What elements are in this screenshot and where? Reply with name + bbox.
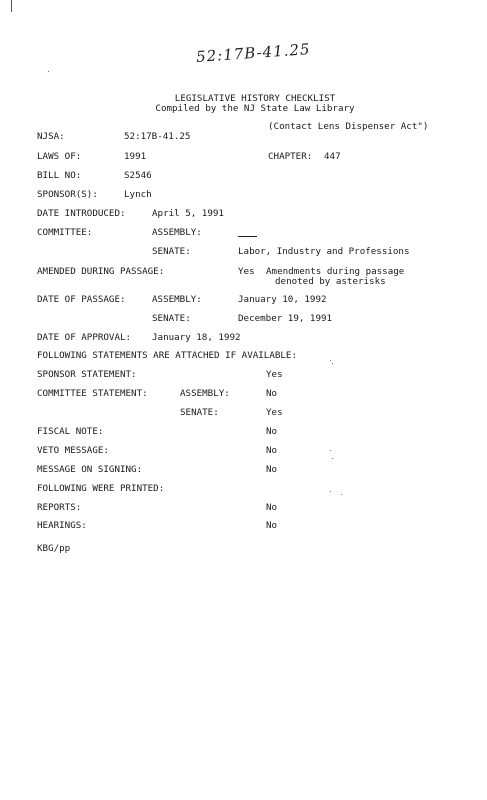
document-title: LEGISLATIVE HISTORY CHECKLIST [174,93,336,104]
njsa-label: NJSA: [37,131,65,142]
handwritten-citation: 52:17B-41.25 [195,40,312,66]
reports-label: REPORTS: [37,502,82,513]
scan-speck [332,458,333,459]
amended-value: Yes [238,266,255,277]
message-on-signing-value: No [266,464,278,475]
reports-value: No [266,502,278,513]
fiscal-note-value: No [266,426,278,437]
scan-speck [330,360,331,361]
message-on-signing-label: MESSAGE ON SIGNING: [37,464,143,475]
sponsor-statement-label: SPONSOR STATEMENT: [37,369,137,380]
scan-speck [332,363,333,364]
committee-senate-label: SENATE: [152,246,191,257]
scan-edge-mark [11,0,12,12]
committee-assembly-blank [238,236,257,237]
committee-assembly-label: ASSEMBLY: [152,227,202,238]
hearings-label: HEARINGS: [37,520,87,531]
date-of-approval-value: January 18, 1992 [152,332,241,343]
njsa-value: 52:17B-41.25 [124,131,191,142]
committee-statement-label: COMMITTEE STATEMENT: [37,388,148,399]
committee-statement-senate-label: SENATE: [180,407,219,418]
amended-note-line-1: Amendments during passage [266,266,405,277]
scan-speck [48,71,49,72]
bill-no-value: S2546 [124,170,152,181]
hearings-value: No [266,520,278,531]
compiled-by-line: Compiled by the NJ State Law Library [155,103,355,114]
scan-speck [330,491,331,492]
committee-statement-assembly-value: No [266,388,278,399]
scan-speck [330,450,331,451]
following-statements-heading: FOLLOWING STATEMENTS ARE ATTACHED IF AVAILABLE: [37,350,297,361]
veto-message-label: VETO MESSAGE: [37,445,109,456]
amended-note-line-2: denoted by asterisks [275,276,386,287]
following-printed-heading: FOLLOWING WERE PRINTED: [37,483,165,494]
passage-assembly-value: January 10, 1992 [238,294,327,305]
date-introduced-label: DATE INTRODUCED: [37,208,126,219]
laws-of-label: LAWS OF: [37,151,82,162]
act-name: (Contact Lens Dispenser Act") [268,121,429,132]
amended-label: AMENDED DURING PASSAGE: [37,266,165,277]
committee-statement-assembly-label: ASSEMBLY: [180,388,230,399]
sponsors-value: Lynch [124,189,152,200]
sponsor-statement-value: Yes [266,369,283,380]
bill-no-label: BILL NO: [37,170,82,181]
passage-senate-label: SENATE: [152,313,191,324]
committee-senate-value: Labor, Industry and Professions [238,246,410,257]
committee-label: COMMITTEE: [37,227,93,238]
chapter-label: CHAPTER: [268,151,313,162]
chapter-value: 447 [324,151,341,162]
date-of-passage-label: DATE OF PASSAGE: [37,294,126,305]
veto-message-value: No [266,445,278,456]
committee-statement-senate-value: Yes [266,407,283,418]
laws-of-value: 1991 [124,151,147,162]
passage-assembly-label: ASSEMBLY: [152,294,202,305]
sponsors-label: SPONSOR(S): [37,189,98,200]
date-introduced-value: April 5, 1991 [152,208,224,219]
scan-speck [341,494,342,495]
typist-initials: KBG/pp [37,543,71,554]
date-of-approval-label: DATE OF APPROVAL: [37,332,132,343]
passage-senate-value: December 19, 1991 [238,313,333,324]
fiscal-note-label: FISCAL NOTE: [37,426,104,437]
